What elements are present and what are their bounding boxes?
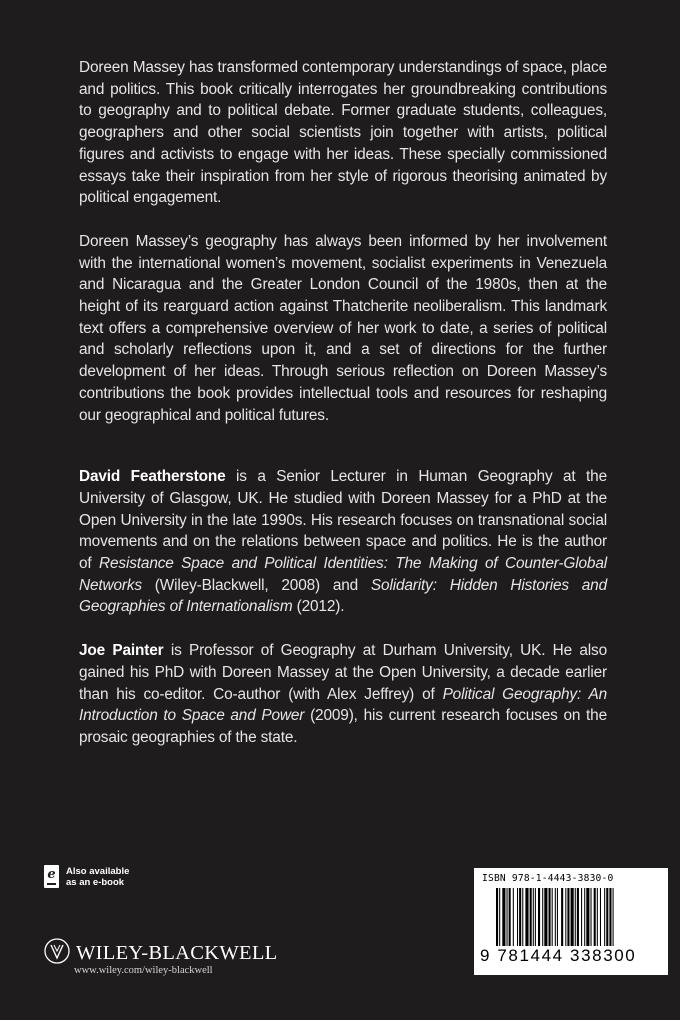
barcode-digits: 9 781444 338300 [480,946,637,965]
featherstone-book-title-a: Resistance Space and Political Identities: The Making of Counter-Global Networks [79,555,607,594]
featherstone-bio-text-b: (Wiley-Blackwell, 2008) and [141,576,371,594]
barcode-bar [557,888,558,946]
publisher-url: www.wiley.com/wiley-blackwell [74,965,213,976]
barcode-bar [522,888,523,946]
back-cover-text [79,57,607,749]
barcode-bar [499,888,500,946]
barcode-bar [533,888,534,946]
barcode-bar [594,888,596,946]
barcode-bar [538,888,540,946]
publisher-name: WILEY-BLACKWELL [76,942,278,964]
barcode-bar [502,888,505,946]
barcode-bar [575,888,576,946]
isbn-label: ISBN 978-1-4443-3830-0 [482,873,614,884]
barcode-bar [586,888,589,946]
painter-name: Joe Painter [79,642,164,660]
barcode-bar [581,888,582,946]
barcode-bar [600,888,601,946]
barcode-bar [577,888,579,946]
barcode-bar [544,888,547,946]
barcode-bar [571,888,574,946]
ebook-icon: e [44,865,59,888]
barcode-bar [549,888,551,946]
description-paragraph: Doreen Massey’s geography has always been informed by her involvement with the international women’s movement, socialist experiments in Venezuela and Nicaragua and the Greater London Council of the 1980s, then at the height of its rearguard action against Thatcherite neoliberalism. This landmark text offers a comprehensive overview of her work to date, a series of political and scholarly reflections upon it, and a set of directions for the further development of her ideas. Through serious reflection on Doreen Massey’s contributions the book provides intellectual tools and resources for reshaping our geographical and political futures. [79,232,607,424]
ebook-line-2: as an e-book [66,876,125,888]
publisher-mark-icon [44,938,70,964]
featherstone-name: David Featherstone [79,468,226,486]
barcode-bar [561,888,563,946]
barcode-bar [507,888,508,946]
barcode-bar [609,888,611,946]
barcode-bars [496,888,648,948]
barcode-bar [517,888,518,946]
barcode-bar [542,888,543,946]
intro-paragraph: Doreen Massey has transformed contemporary understandings of space, place and politics. This book critically interrogates her groundbreaking contributions to geography and to political debate. Former graduate students, colleagues, geographers and other social scientists join together with artists, political figures and activists to engage with her ideas. These specially commissioned essays take their inspiration from her style of rigorous theorising animated by political engagement. [79,59,608,207]
ebook-line-1: Also available [66,865,130,877]
featherstone-bio-text-a: is a Senior Lecturer in Human Geography at the University of Glasgow, UK. He studied with Doreen Massey for a PhD at the Open University in the late 1990s. His research focuses on transnational social movements and on the relations between space and politics. He is the author of [79,468,607,573]
barcode-bar [591,888,592,946]
featherstone-book-title-b: Solidarity: Hidden Histories and Geographies of Internationalism [79,576,607,616]
ebook-availability [44,865,129,888]
barcode-bar [555,888,556,946]
painter-bio-text-a: is Professor of Geography at Durham University, UK. He also gained his PhD with Doreen Massey at the Open University, a decade earlier than his co-editor. Co-author (with Alex Jeffrey) of [79,642,607,703]
barcode-bar [567,888,569,946]
featherstone-bio-text-c: (2012). [292,598,345,616]
painter-bio [79,640,607,749]
ebook-label [66,866,129,888]
painter-book-title: Political Geography: An Introduction to Space and Power [79,685,607,725]
barcode-bar [597,888,598,946]
barcode-bar [613,888,614,946]
barcode-bar [535,888,536,946]
barcode-bar [496,888,498,946]
barcode-bar [509,888,511,946]
featherstone-bio [79,466,607,618]
barcode-bar [606,888,608,946]
barcode-bar [552,888,553,946]
barcode-bar [530,888,532,946]
isbn-barcode [474,868,668,975]
barcode-bar [565,888,566,946]
barcode-bar [519,888,521,946]
barcode-bar [513,888,514,946]
publisher-logo [44,938,277,964]
barcode-bar [525,888,528,946]
barcode-bar [584,888,585,946]
painter-bio-text-b: (2009), his current research focuses on the prosaic geographies of the state. [79,707,607,746]
barcode-bar [604,888,605,946]
